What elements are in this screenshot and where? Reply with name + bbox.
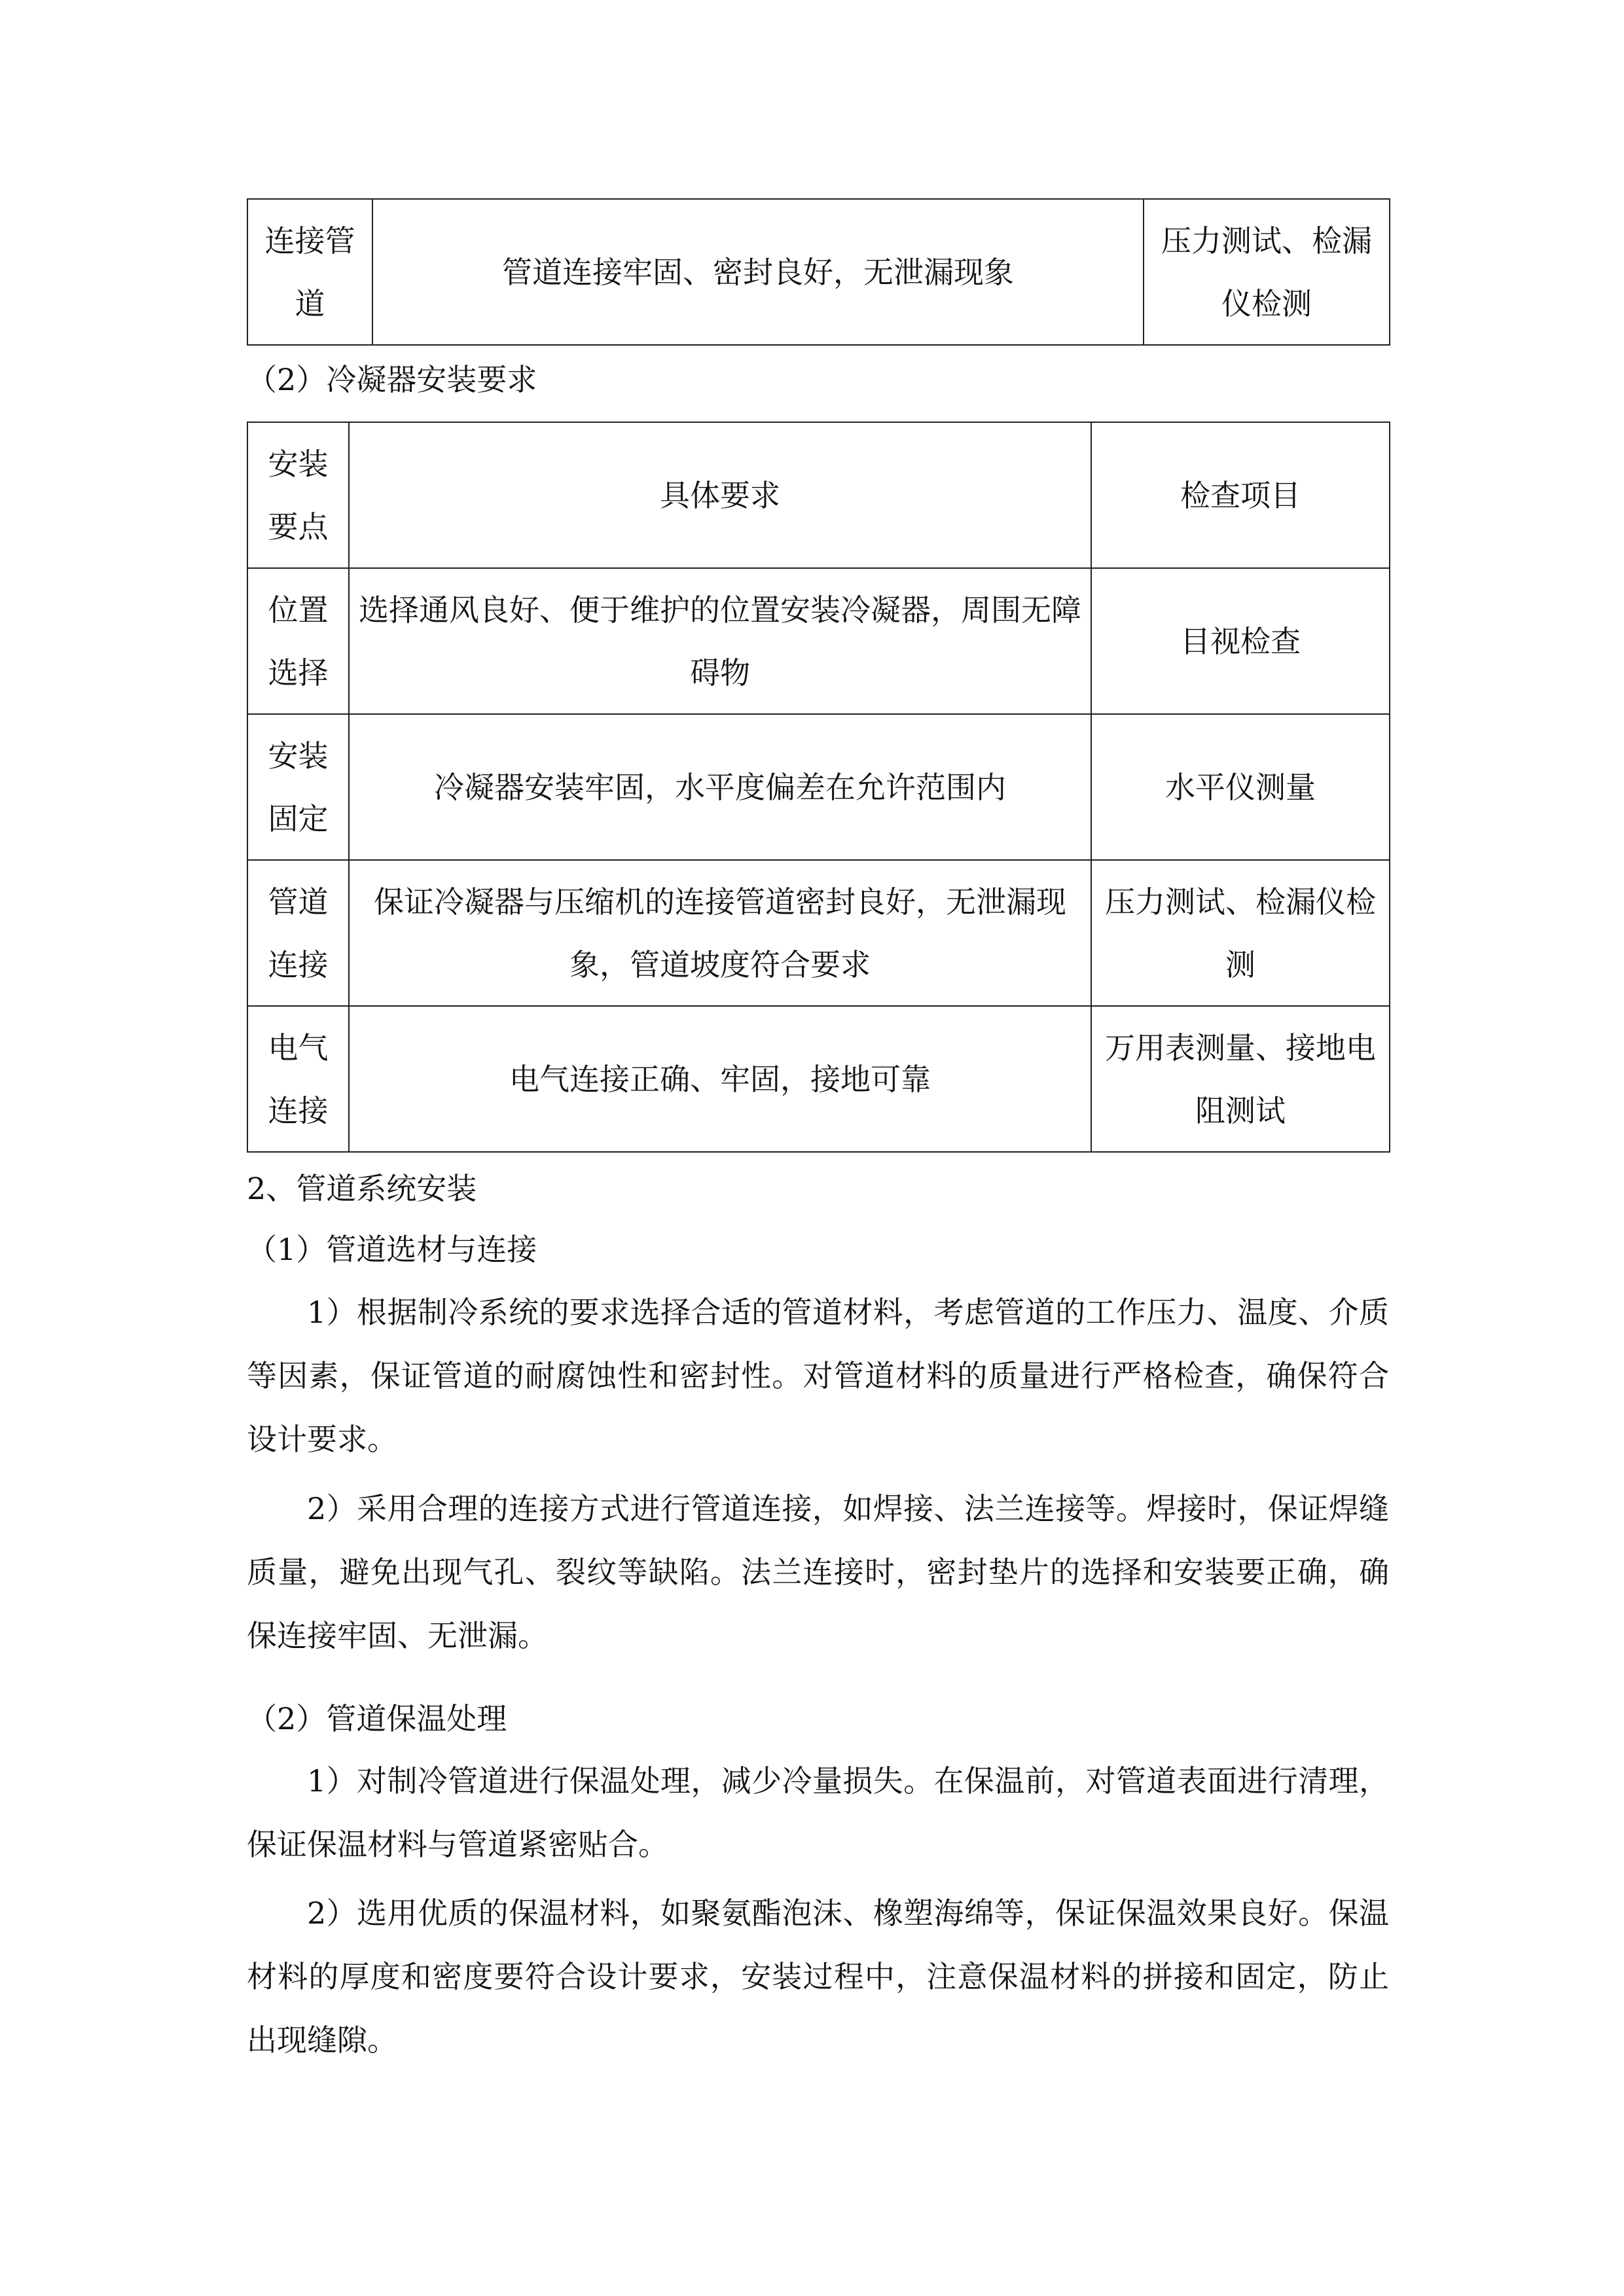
subheading-pipe-material: （1）管道选材与连接 xyxy=(247,1232,537,1267)
table-row xyxy=(247,860,1390,1006)
table-cell-check: 水平仪测量 xyxy=(1091,714,1390,860)
table-header-cell: 具体要求 xyxy=(349,422,1091,568)
table-cell-item: 电气连接 xyxy=(247,1006,349,1152)
subheading-pipe-insulation: （2）管道保温处理 xyxy=(247,1701,507,1736)
table-header-row xyxy=(247,422,1390,568)
table-cell-requirement: 保证冷凝器与压缩机的连接管道密封良好，无泄漏现象，管道坡度符合要求 xyxy=(349,860,1091,1006)
table-cell-check: 目视检查 xyxy=(1091,568,1390,714)
table-row xyxy=(247,568,1390,714)
table-header-cell: 安装要点 xyxy=(247,422,349,568)
evaporator-requirements-table-continued xyxy=(247,198,1390,346)
table-row xyxy=(247,199,1390,345)
table-cell-requirement: 选择通风良好、便于维护的位置安装冷凝器，周围无障碍物 xyxy=(349,568,1091,714)
paragraph-material-2: 2）采用合理的连接方式进行管道连接，如焊接、法兰连接等。焊接时，保证焊缝质量，避免出现气孔、裂纹等缺陷。法兰连接时，密封垫片的选择和安装要正确，确保连接牢固、无泄漏。 xyxy=(247,1491,1389,1653)
table-cell-check: 压力测试、检漏仪检测 xyxy=(1091,860,1390,1006)
table-header-cell: 检查项目 xyxy=(1091,422,1390,568)
table-cell-requirement: 电气连接正确、牢固，接地可靠 xyxy=(349,1006,1091,1152)
section-title-pipe-system: 2、管道系统安装 xyxy=(247,1171,477,1206)
table-cell-check: 万用表测量、接地电阻测试 xyxy=(1091,1006,1390,1152)
heading-condenser: （2）冷凝器安装要求 xyxy=(247,362,537,397)
table-cell-requirement: 冷凝器安装牢固，水平度偏差在允许范围内 xyxy=(349,714,1091,860)
paragraph-insulation-1: 1）对制冷管道进行保温处理，减少冷量损失。在保温前，对管道表面进行清理，保证保温材料与管道紧密贴合。 xyxy=(247,1763,1389,1862)
paragraph-material-1: 1）根据制冷系统的要求选择合适的管道材料，考虑管道的工作压力、温度、介质等因素，保证管道的耐腐蚀性和密封性。对管道材料的质量进行严格检查，确保符合设计要求。 xyxy=(247,1295,1389,1457)
table-cell-item: 位置选择 xyxy=(247,568,349,714)
table-cell-check: 压力测试、检漏仪检测 xyxy=(1144,199,1390,345)
table-cell-item: 管道连接 xyxy=(247,860,349,1006)
paragraph-insulation-2: 2）选用优质的保温材料，如聚氨酯泡沫、橡塑海绵等，保证保温效果良好。保温材料的厚度和密度要符合设计要求，安装过程中，注意保温材料的拼接和固定，防止出现缝隙。 xyxy=(247,1895,1389,2058)
table-cell-item: 安装固定 xyxy=(247,714,349,860)
table-cell-item: 连接管道 xyxy=(247,199,372,345)
table-cell-requirement: 管道连接牢固、密封良好，无泄漏现象 xyxy=(372,199,1144,345)
table-row xyxy=(247,1006,1390,1152)
table-row xyxy=(247,714,1390,860)
condenser-requirements-table xyxy=(247,422,1390,1153)
